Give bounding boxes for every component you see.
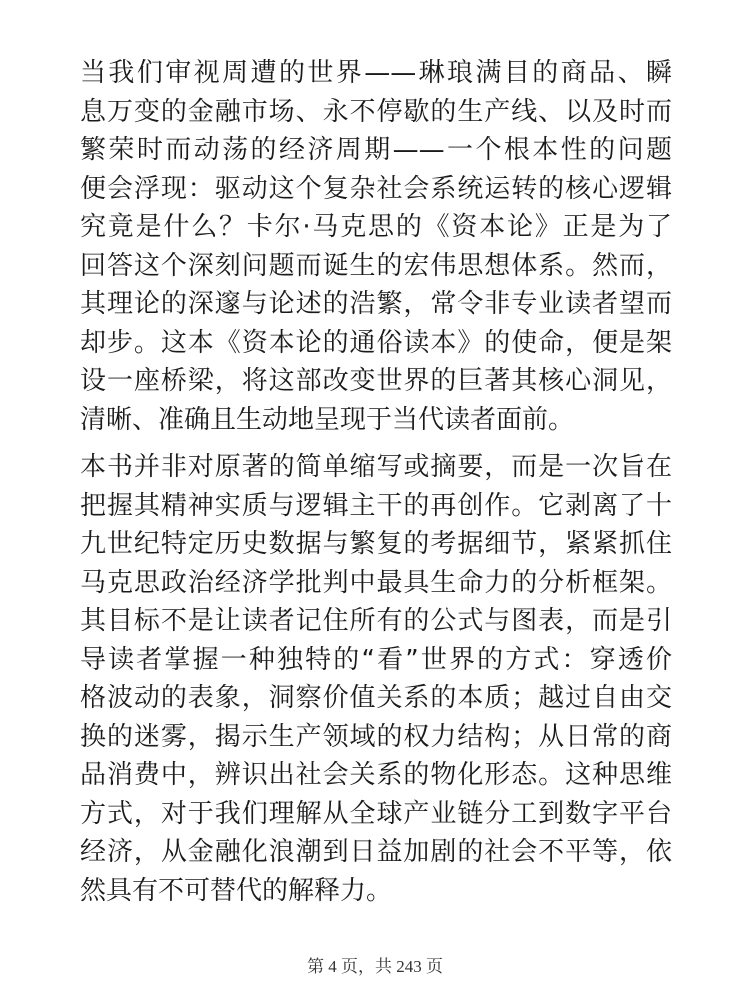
text-line: 方式，对于我们理解从全球产业链分工到数字平台 — [80, 798, 672, 829]
text-line: 其理论的深邃与论述的浩繁，常令非专业读者望而 — [80, 289, 672, 319]
page-number-footer: 第 4 页，共 243 页 — [307, 957, 443, 976]
text-line: 格波动的表象，洞察价值关系的本质；越过自由交 — [80, 683, 672, 713]
text-line: 马克思政治经济学批判中最具生命力的分析框架。 — [80, 567, 672, 598]
text-line: 其目标不是让读者记住所有的公式与图表，而是引 — [80, 606, 672, 636]
text-line: 当我们审视周遭的世界——琳琅满目的商品、瞬 — [80, 58, 672, 88]
text-line: 便会浮现：驱动这个复杂社会系统运转的核心逻辑 — [80, 173, 672, 204]
text-line: 究竟是什么？卡尔·马克思的《资本论》正是为了 — [80, 212, 672, 242]
text-line: 换的迷雾，揭示生产领域的权力结构；从日常的商 — [80, 721, 672, 752]
paragraph-1 — [80, 54, 672, 439]
text-line: 把握其精神实质与逻辑主干的再创作。它剥离了十 — [80, 490, 672, 521]
text-line: 繁荣时而动荡的经济周期——一个根本性的问题 — [80, 135, 672, 165]
text-line: 然具有不可替代的解释力。 — [80, 875, 393, 906]
text-line: 息万变的金融市场、永不停歇的生产线、以及时而 — [80, 96, 672, 127]
text-line: 却步。这本《资本论的通俗读本》的使命，便是架 — [80, 327, 672, 358]
text-line: 导读者掌握一种独特的“看”世界的方式：穿透价 — [80, 644, 672, 675]
text-line: 清晰、准确且生动地呈现于当代读者面前。 — [80, 404, 575, 435]
paragraph-2 — [80, 448, 672, 910]
text-line: 设一座桥梁，将这部改变世界的巨著其核心洞见， — [80, 366, 672, 396]
text-line: 经济，从金融化浪潮到日益加剧的社会不平等，依 — [80, 837, 672, 867]
text-line: 品消费中，辨识出社会关系的物化形态。这种思维 — [80, 760, 672, 790]
text-line: 本书并非对原著的简单缩写或摘要，而是一次旨在 — [80, 452, 672, 482]
body-text — [80, 54, 672, 919]
text-line: 九世纪特定历史数据与繁复的考据细节，紧紧抓住 — [80, 529, 672, 559]
text-line: 回答这个深刻问题而诞生的宏伟思想体系。然而， — [80, 250, 672, 281]
